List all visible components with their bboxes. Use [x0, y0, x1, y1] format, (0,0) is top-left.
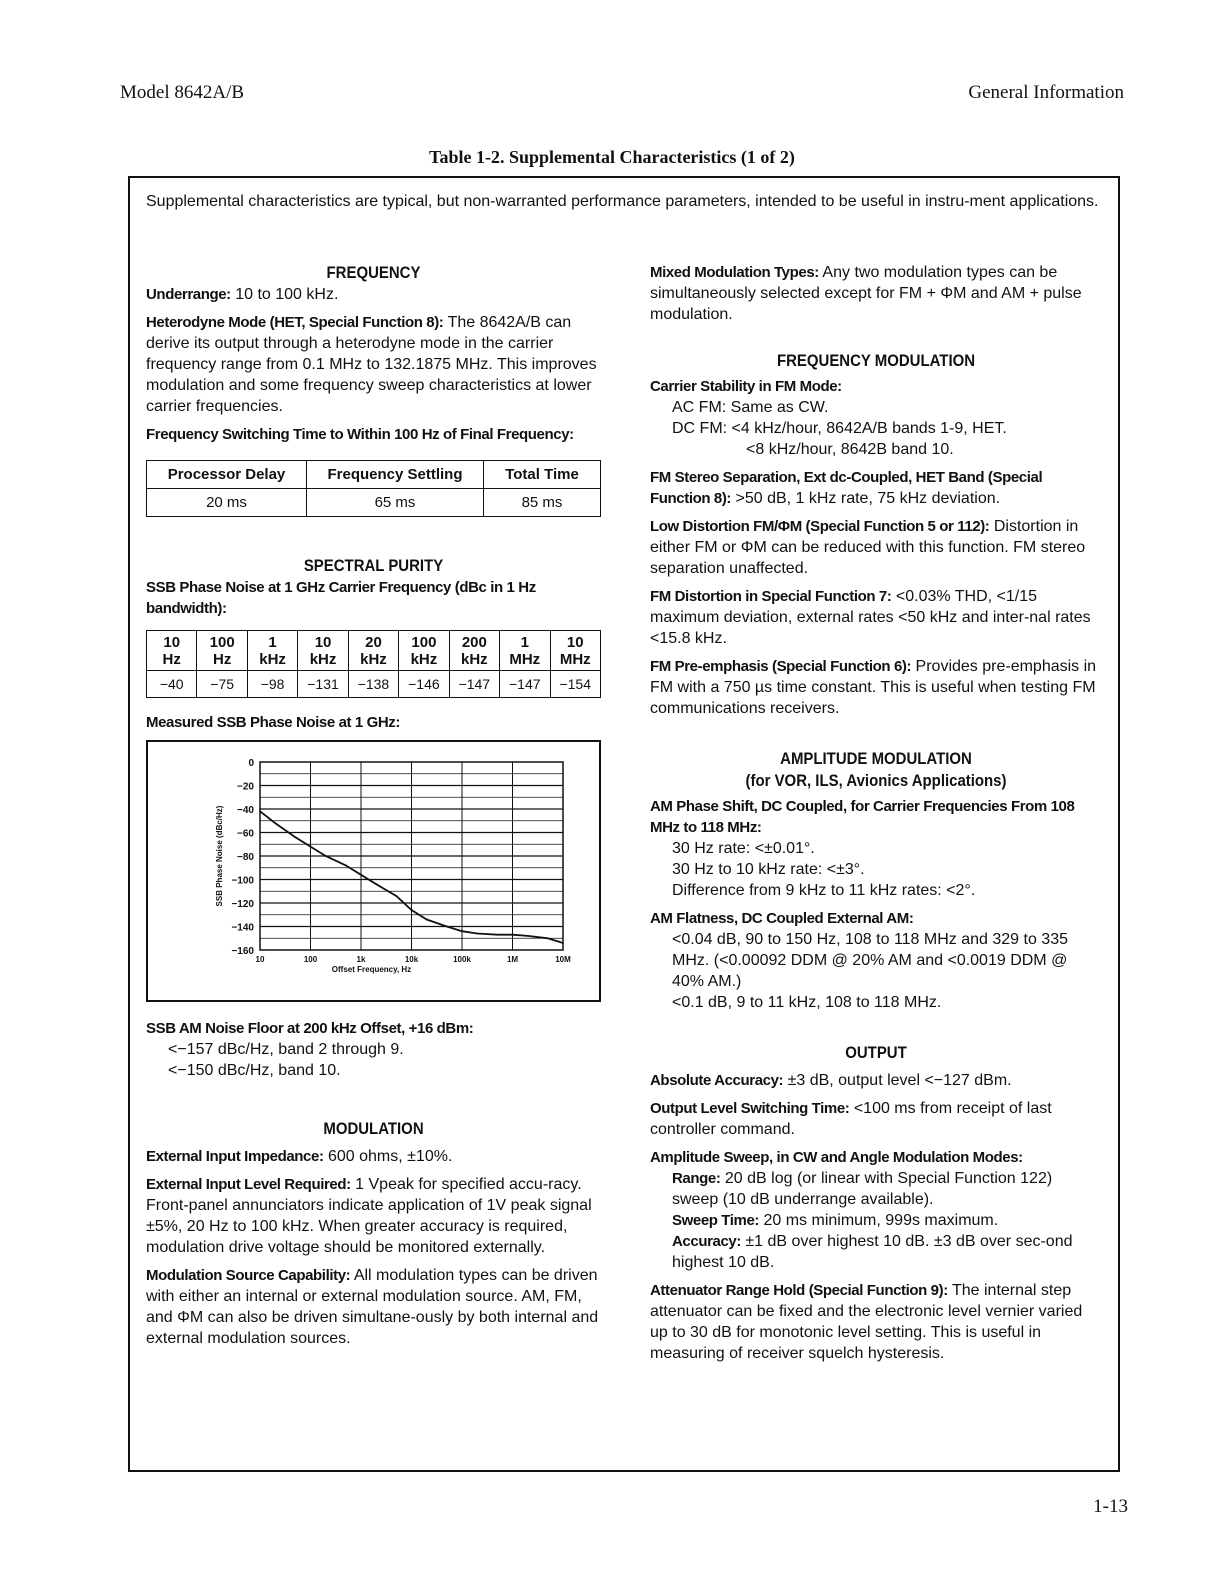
switching-table	[146, 460, 601, 517]
ssb-label: SSB Phase Noise at 1 GHz Carrier Frequency (dBc in 1 Hz bandwidth):	[146, 579, 536, 617]
table-cell: −131	[298, 671, 348, 698]
table-cell: −154	[550, 671, 601, 698]
am-flat-spec	[650, 908, 1102, 1013]
phase-noise-chart-svg	[148, 742, 599, 1000]
y-tick-label: −40	[237, 805, 254, 816]
table-header	[247, 631, 297, 671]
y-tick-label: 0	[248, 758, 254, 769]
dc-fm-band10: <8 kHz/hour, 8642B band 10.	[746, 441, 954, 458]
table-cell: −147	[500, 671, 550, 698]
data-point	[527, 935, 529, 937]
acc-line	[650, 1231, 1102, 1273]
data-point	[512, 934, 514, 936]
atten-text: The internal step attenuator can be fixed and the electronic level vernier varied up to 30 dB for monotonic level setting. This is useful in measuring of receiver squelch hysteresis.	[650, 1282, 1083, 1362]
table-header	[197, 631, 247, 671]
time-label: Sweep Time:	[672, 1212, 760, 1229]
y-tick-label: −60	[237, 828, 254, 840]
header-value: 10	[314, 633, 332, 651]
x-tick-label: 100	[303, 955, 318, 964]
abs-spec	[650, 1070, 1102, 1091]
table-cell: −138	[348, 671, 398, 698]
am-flat-label: AM Flatness, DC Coupled External AM:	[650, 910, 914, 927]
left-column	[146, 262, 601, 1356]
am-flat-line1: <0.04 dB, 90 to 150 Hz, 108 to 118 MHz and 329 to 335 MHz. (<0.00092 DDM @ 20% AM and <0.0019 DDM @ 40% AM.)	[672, 931, 1068, 990]
y-tick-label: −100	[231, 875, 254, 887]
ac-fm: AC FM: Same as CW.	[672, 399, 829, 416]
level-text: 1 Vpeak for specified accu-racy. Front-panel annunciators indicate application of 1V peak signal ±5%, 20 Hz to 100 kHz. When greater accuracy is required, modulation drive voltage should be monitored externally.	[146, 1176, 592, 1256]
header-value: 20	[365, 633, 382, 651]
impedance-spec	[146, 1146, 601, 1167]
phase-noise-chart	[146, 740, 601, 1002]
header-section: General Information	[968, 82, 1124, 103]
data-point	[496, 934, 498, 936]
y-tick-label: −160	[231, 946, 254, 957]
range-text: 20 dB log (or linear with Special Function 122) sweep (10 dB underrange available).	[672, 1170, 1053, 1208]
switching-label: Frequency Switching Time to Within 100 Hz of Final Frequency:	[146, 426, 574, 443]
am-flat-line2: <0.1 dB, 9 to 11 kHz, 108 to 118 MHz.	[672, 994, 942, 1011]
header-unit: MHz	[509, 650, 541, 668]
table-cell: 65 ms	[307, 489, 484, 517]
table-title: Table 1-2. Supplemental Characteristics (1 of 2)	[429, 147, 795, 167]
y-axis-label: SSB Phase Noise (dBc/Hz)	[215, 805, 224, 907]
table-cell: −146	[399, 671, 449, 698]
header-value: 100	[209, 633, 235, 651]
measured-spec	[146, 712, 601, 733]
y-tick-label: −140	[231, 922, 254, 934]
am-phase-line3: Difference from 9 kHz to 11 kHz rates: <2°.	[672, 882, 976, 899]
dist7-spec	[650, 586, 1102, 649]
data-point	[360, 874, 362, 876]
page-number: 1-13	[1093, 1496, 1128, 1517]
stereo-spec	[650, 467, 1102, 509]
spectral-heading: SPECTRAL PURITY	[303, 556, 444, 575]
stereo-text: >50 dB, 1 kHz rate, 75 kHz deviation.	[731, 490, 1001, 507]
range-line	[650, 1168, 1102, 1210]
frequency-heading: FREQUENCY	[326, 263, 421, 282]
measured-label: Measured SSB Phase Noise at 1 GHz:	[146, 714, 400, 731]
y-tick-label: −20	[237, 781, 254, 793]
data-point	[446, 926, 448, 928]
data-point	[476, 933, 478, 935]
switch-text: <100 ms from receipt of last controller command.	[650, 1100, 1052, 1138]
output-heading: OUTPUT	[845, 1043, 907, 1062]
data-point	[259, 810, 261, 812]
underrange-text: 10 to 100 kHz.	[230, 286, 339, 303]
y-tick-label: −80	[237, 852, 254, 863]
table-header: Processor Delay	[147, 461, 307, 489]
underrange-label: Underrange:	[146, 286, 231, 303]
am-floor-line1: <−157 dBc/Hz, band 2 through 9.	[168, 1041, 404, 1058]
data-point	[310, 846, 312, 848]
switch-label: Output Level Switching Time:	[650, 1100, 850, 1117]
am-phase-line2: 30 Hz to 10 kHz rate: <±3°.	[672, 861, 865, 878]
am-subheading: (for VOR, ILS, Avionics Applications)	[745, 771, 1007, 790]
level-spec	[146, 1174, 601, 1258]
mixed-label: Mixed Modulation Types:	[650, 264, 819, 281]
am-floor-spec	[146, 1018, 601, 1081]
time-line	[650, 1210, 1102, 1231]
data-point	[294, 836, 296, 838]
preemph-spec	[650, 656, 1102, 719]
table-header	[449, 631, 499, 671]
header-unit: kHz	[259, 650, 286, 668]
abs-text: ±3 dB, output level <−127 dBm.	[783, 1072, 1012, 1089]
stereo-label: FM Stereo Separation, Ext dc-Coupled, HET Band (Special Function 8):	[650, 469, 1043, 507]
modulation-heading: MODULATION	[323, 1119, 424, 1138]
fm-heading: FREQUENCY MODULATION	[776, 351, 976, 370]
data-point	[411, 909, 413, 911]
abs-label: Absolute Accuracy:	[650, 1072, 784, 1089]
x-axis-label: Offset Frequency, Hz	[331, 965, 412, 974]
time-text: 20 ms minimum, 999s maximum.	[759, 1212, 999, 1229]
dc-fm: DC FM: <4 kHz/hour, 8642A/B bands 1-9, HET.	[672, 420, 1007, 437]
ssb-spec	[146, 577, 601, 619]
stability-label: Carrier Stability in FM Mode:	[650, 378, 842, 395]
data-point	[274, 822, 276, 824]
range-label: Range:	[672, 1170, 721, 1187]
underrange-spec	[146, 284, 601, 305]
x-tick-label: 100k	[453, 955, 471, 964]
lowdist-spec	[650, 516, 1102, 579]
sweep-label: Amplitude Sweep, in CW and Angle Modulation Modes:	[650, 1149, 1023, 1166]
right-column	[650, 262, 1102, 1371]
mixed-text: Any two modulation types can be simultaneously selected except for FM + ΦM and AM + pulse modulation.	[650, 264, 1082, 323]
het-label: Heterodyne Mode (HET, Special Function 8):	[146, 314, 444, 331]
dist7-label: FM Distortion in Special Function 7:	[650, 588, 892, 605]
x-tick-label: 10k	[404, 955, 419, 964]
header-model: Model 8642A/B	[120, 82, 245, 103]
data-point	[562, 942, 564, 944]
data-point	[325, 855, 327, 857]
characteristics-frame	[128, 176, 1120, 1472]
x-tick-label: 1M	[506, 955, 519, 964]
lowdist-text: Distortion in either FM or ΦM can be reduced with this function. FM stereo separation unaffected.	[650, 518, 1086, 577]
header-value: 10	[163, 633, 181, 651]
dist7-text: <0.03% THD, <1/15 maximum deviation, external rates <50 kHz and inter-nal rates <15.8 kHz.	[650, 588, 1091, 647]
header-unit: kHz	[410, 650, 438, 668]
am-floor-label: SSB AM Noise Floor at 200 kHz Offset, +16 dBm:	[146, 1020, 474, 1037]
header-unit: kHz	[461, 650, 488, 668]
header-unit: Hz	[212, 650, 232, 668]
header-unit: kHz	[309, 650, 337, 668]
x-tick-label: 10M	[555, 955, 571, 964]
am-heading: AMPLITUDE MODULATION	[780, 749, 972, 768]
am-phase-label: AM Phase Shift, DC Coupled, for Carrier Frequencies From 108 MHz to 118 MHz:	[650, 798, 1075, 836]
data-point	[395, 895, 397, 897]
header-value: 1	[268, 633, 277, 651]
phase-noise-table	[146, 630, 601, 698]
data-point	[345, 865, 347, 867]
table-header	[147, 631, 197, 671]
atten-label: Attenuator Range Hold (Special Function 9):	[650, 1282, 948, 1299]
data-point	[461, 930, 463, 932]
lowdist-label: Low Distortion FM/ΦM (Special Function 5 or 112):	[650, 518, 990, 535]
am-floor-line2: <−150 dBc/Hz, band 10.	[168, 1062, 341, 1079]
table-cell: −98	[247, 671, 297, 698]
impedance-label: External Input Impedance:	[146, 1148, 324, 1165]
header-value: 100	[411, 633, 437, 651]
stability-spec	[650, 376, 1102, 460]
acc-label: Accuracy:	[672, 1233, 741, 1250]
impedance-text: 600 ohms, ±10%.	[323, 1148, 453, 1165]
table-cell: 20 ms	[147, 489, 307, 517]
het-text: The 8642A/B can derive its output through a heterodyne mode in the carrier frequency range from 0.1 MHz to 132.1875 MHz. This improves modulation and some frequency sweep characteristics at lower carrier frequencies.	[146, 314, 597, 415]
acc-text: ±1 dB over highest 10 dB. ±3 dB over sec-ond highest 10 dB.	[672, 1233, 1073, 1271]
intro-text: Supplemental characteristics are typical, but non-warranted performance parameters, intended to be useful in instru-ment applications.	[146, 193, 1099, 210]
x-tick-label: 1k	[356, 955, 366, 964]
data-point	[426, 919, 428, 921]
preemph-label: FM Pre-emphasis (Special Function 6):	[650, 658, 912, 675]
x-tick-label: 10	[255, 955, 265, 964]
header-value: 200	[461, 633, 487, 651]
header-unit: Hz	[162, 650, 181, 668]
table-header	[298, 631, 348, 671]
table-cell: −75	[197, 671, 247, 698]
mixed-spec	[650, 262, 1102, 325]
switch-spec	[650, 1098, 1102, 1140]
header-value: 10	[566, 633, 584, 651]
table-header	[550, 631, 601, 671]
table-cell: −40	[147, 671, 197, 698]
het-spec	[146, 312, 601, 417]
header-value: 1	[520, 633, 529, 651]
sweep-spec	[650, 1147, 1102, 1273]
table-header	[348, 631, 398, 671]
header-unit: MHz	[559, 650, 591, 668]
source-spec	[146, 1265, 601, 1349]
table-header: Frequency Settling	[307, 461, 484, 489]
am-phase-spec	[650, 796, 1102, 901]
switching-spec	[146, 424, 601, 445]
data-point	[547, 937, 549, 939]
level-label: External Input Level Required:	[146, 1176, 351, 1193]
table-header	[399, 631, 449, 671]
am-phase-line1: 30 Hz rate: <±0.01°.	[672, 840, 815, 857]
table-header	[500, 631, 550, 671]
atten-spec	[650, 1280, 1102, 1364]
table-cell: 85 ms	[484, 489, 601, 517]
source-label: Modulation Source Capability:	[146, 1267, 351, 1284]
table-header: Total Time	[484, 461, 601, 489]
table-cell: −147	[449, 671, 499, 698]
source-text: All modulation types can be driven with either an internal or external modulation source. AM, FM, and ΦM can also be driven simultane-ously by both internal and external modulation sources.	[146, 1267, 599, 1347]
preemph-text: Provides pre-emphasis in FM with a 750 µs time constant. This is useful when testing FM communications receivers.	[650, 658, 1097, 717]
data-point	[375, 883, 377, 885]
header-unit: kHz	[360, 650, 387, 668]
y-tick-label: −120	[231, 899, 254, 910]
